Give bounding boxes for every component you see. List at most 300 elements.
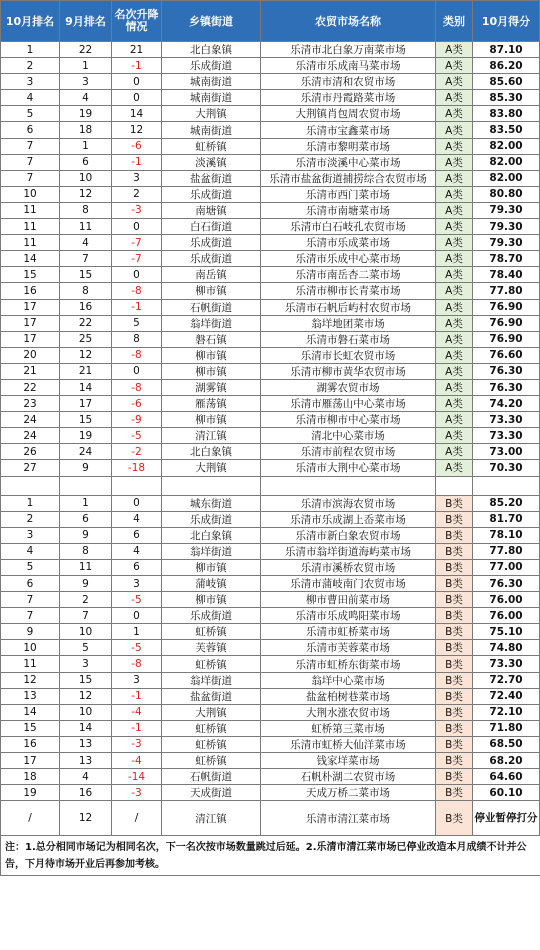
rank-change-cell: -8 bbox=[112, 347, 162, 363]
market-name-cell: 乐清市虹桥东街菜市场 bbox=[261, 656, 436, 672]
town-cell: 柳市镇 bbox=[162, 347, 261, 363]
rank-change-cell: -7 bbox=[112, 235, 162, 251]
header-town: 乡镇街道 bbox=[162, 1, 261, 42]
oct-rank-cell: 16 bbox=[1, 736, 60, 752]
market-name-cell: 大荆镇肖包周农贸市场 bbox=[261, 106, 436, 122]
rank-change-cell: 0 bbox=[112, 608, 162, 624]
class-cell: A类 bbox=[436, 122, 473, 138]
oct-rank-cell: 17 bbox=[1, 753, 60, 769]
oct-rank-cell: 15 bbox=[1, 720, 60, 736]
table-row bbox=[1, 138, 540, 154]
rank-change-cell: / bbox=[112, 801, 162, 836]
blank-cell bbox=[162, 476, 261, 495]
header-rank-change: 名次升降情况 bbox=[112, 1, 162, 42]
market-name-cell: 乐清市乐成湖上岙菜市场 bbox=[261, 511, 436, 527]
rank-change-cell: 0 bbox=[112, 74, 162, 90]
class-cell: B类 bbox=[436, 576, 473, 592]
score-cell: 76.90 bbox=[473, 315, 540, 331]
score-cell: 79.30 bbox=[473, 235, 540, 251]
header-row bbox=[1, 1, 540, 42]
section-gap bbox=[1, 476, 540, 495]
market-name-cell: 清北中心菜市场 bbox=[261, 428, 436, 444]
blank-cell bbox=[60, 476, 112, 495]
table-row bbox=[1, 186, 540, 202]
town-cell: 翁垟街道 bbox=[162, 672, 261, 688]
oct-rank-cell: 21 bbox=[1, 363, 60, 379]
score-cell: 76.00 bbox=[473, 608, 540, 624]
score-cell: 72.40 bbox=[473, 688, 540, 704]
oct-rank-cell: 4 bbox=[1, 90, 60, 106]
table-row bbox=[1, 363, 540, 379]
sep-rank-cell: 1 bbox=[60, 138, 112, 154]
oct-rank-cell: 7 bbox=[1, 592, 60, 608]
market-name-cell: 乐清市乐成南马菜市场 bbox=[261, 58, 436, 74]
rank-change-cell: -5 bbox=[112, 592, 162, 608]
market-name-cell: 盐盆柏树巷菜市场 bbox=[261, 688, 436, 704]
town-cell: 北白象镇 bbox=[162, 444, 261, 460]
town-cell: 柳市镇 bbox=[162, 592, 261, 608]
town-cell: 城南街道 bbox=[162, 90, 261, 106]
town-cell: 乐成街道 bbox=[162, 58, 261, 74]
oct-rank-cell: 7 bbox=[1, 154, 60, 170]
oct-rank-cell: 11 bbox=[1, 202, 60, 218]
score-cell: 73.30 bbox=[473, 428, 540, 444]
rank-change-cell: 6 bbox=[112, 559, 162, 575]
oct-rank-cell: 27 bbox=[1, 460, 60, 476]
score-cell: 85.60 bbox=[473, 74, 540, 90]
oct-rank-cell: 17 bbox=[1, 299, 60, 315]
score-cell: 68.20 bbox=[473, 753, 540, 769]
class-cell: A类 bbox=[436, 396, 473, 412]
oct-rank-cell: 6 bbox=[1, 576, 60, 592]
town-cell: 柳市镇 bbox=[162, 283, 261, 299]
class-a-rows bbox=[1, 42, 540, 477]
class-cell: A类 bbox=[436, 58, 473, 74]
table-row bbox=[1, 769, 540, 785]
table-row bbox=[1, 202, 540, 218]
table-row bbox=[1, 559, 540, 575]
table-row bbox=[1, 753, 540, 769]
class-cell: A类 bbox=[436, 106, 473, 122]
town-cell: 乐成街道 bbox=[162, 251, 261, 267]
town-cell: 清江镇 bbox=[162, 428, 261, 444]
table-row bbox=[1, 624, 540, 640]
oct-rank-cell: 7 bbox=[1, 170, 60, 186]
town-cell: 大荆镇 bbox=[162, 106, 261, 122]
score-cell: 72.10 bbox=[473, 704, 540, 720]
market-name-cell: 柳市曹田前菜市场 bbox=[261, 592, 436, 608]
town-cell: 柳市镇 bbox=[162, 559, 261, 575]
score-cell: 85.20 bbox=[473, 495, 540, 511]
class-cell: B类 bbox=[436, 769, 473, 785]
rank-change-cell: -1 bbox=[112, 154, 162, 170]
sep-rank-cell: 12 bbox=[60, 801, 112, 836]
town-cell: 柳市镇 bbox=[162, 363, 261, 379]
town-cell: 柳市镇 bbox=[162, 412, 261, 428]
score-cell: 85.30 bbox=[473, 90, 540, 106]
market-name-cell: 乐清市丹霞路菜市场 bbox=[261, 90, 436, 106]
rank-change-cell: -8 bbox=[112, 379, 162, 395]
market-name-cell: 乐清市黎明菜市场 bbox=[261, 138, 436, 154]
sep-rank-cell: 19 bbox=[60, 428, 112, 444]
sep-rank-cell: 17 bbox=[60, 396, 112, 412]
town-cell: 芙蓉镇 bbox=[162, 640, 261, 656]
town-cell: 南岳镇 bbox=[162, 267, 261, 283]
market-name-cell: 乐清市新白象农贸市场 bbox=[261, 527, 436, 543]
score-cell: 64.60 bbox=[473, 769, 540, 785]
oct-rank-cell: 5 bbox=[1, 559, 60, 575]
class-cell: A类 bbox=[436, 90, 473, 106]
class-cell: A类 bbox=[436, 428, 473, 444]
score-cell: 79.30 bbox=[473, 219, 540, 235]
oct-rank-cell: 9 bbox=[1, 624, 60, 640]
score-cell: 71.80 bbox=[473, 720, 540, 736]
table-row bbox=[1, 42, 540, 58]
market-name-cell: 大荆水涨农贸市场 bbox=[261, 704, 436, 720]
town-cell: 乐成街道 bbox=[162, 608, 261, 624]
score-cell: 76.00 bbox=[473, 592, 540, 608]
class-cell: A类 bbox=[436, 347, 473, 363]
table-row bbox=[1, 511, 540, 527]
rank-change-cell: -8 bbox=[112, 283, 162, 299]
table-row bbox=[1, 736, 540, 752]
market-name-cell: 湖雾农贸市场 bbox=[261, 379, 436, 395]
sep-rank-cell: 19 bbox=[60, 106, 112, 122]
market-name-cell: 乐清市翁垟街道海屿菜市场 bbox=[261, 543, 436, 559]
score-cell: 72.70 bbox=[473, 672, 540, 688]
town-cell: 大荆镇 bbox=[162, 460, 261, 476]
market-name-cell: 乐清市滨海农贸市场 bbox=[261, 495, 436, 511]
class-cell: B类 bbox=[436, 543, 473, 559]
score-cell: 78.70 bbox=[473, 251, 540, 267]
rank-change-cell: -5 bbox=[112, 640, 162, 656]
oct-rank-cell: 2 bbox=[1, 511, 60, 527]
town-cell: 乐成街道 bbox=[162, 511, 261, 527]
score-cell: 87.10 bbox=[473, 42, 540, 58]
table-row bbox=[1, 315, 540, 331]
header-class: 类别 bbox=[436, 1, 473, 42]
class-cell: B类 bbox=[436, 495, 473, 511]
market-name-cell: 乐清市石帆后屿村农贸市场 bbox=[261, 299, 436, 315]
market-name-cell: 乐清市清和农贸市场 bbox=[261, 74, 436, 90]
town-cell: 城东街道 bbox=[162, 495, 261, 511]
oct-rank-cell: 17 bbox=[1, 331, 60, 347]
market-name-cell: 乐清市乐成中心菜市场 bbox=[261, 251, 436, 267]
rank-change-cell: -4 bbox=[112, 753, 162, 769]
table-row bbox=[1, 688, 540, 704]
market-name-cell: 虹桥第三菜市场 bbox=[261, 720, 436, 736]
oct-rank-cell: 11 bbox=[1, 219, 60, 235]
rank-change-cell: 5 bbox=[112, 315, 162, 331]
header-oct-rank: 10月排名 bbox=[1, 1, 60, 42]
oct-rank-cell: 18 bbox=[1, 769, 60, 785]
table-row bbox=[1, 154, 540, 170]
town-cell: 北白象镇 bbox=[162, 42, 261, 58]
market-name-cell: 乐清市清江菜市场 bbox=[261, 801, 436, 836]
score-cell: 77.80 bbox=[473, 543, 540, 559]
oct-rank-cell: 20 bbox=[1, 347, 60, 363]
town-cell: 北白象镇 bbox=[162, 527, 261, 543]
sep-rank-cell: 5 bbox=[60, 640, 112, 656]
score-cell: 82.00 bbox=[473, 138, 540, 154]
sep-rank-cell: 2 bbox=[60, 592, 112, 608]
class-cell: A类 bbox=[436, 251, 473, 267]
rank-change-cell: -2 bbox=[112, 444, 162, 460]
market-name-cell: 乐清市柳市中心菜市场 bbox=[261, 412, 436, 428]
oct-rank-cell: 17 bbox=[1, 315, 60, 331]
rank-change-cell: -1 bbox=[112, 720, 162, 736]
sep-rank-cell: 18 bbox=[60, 122, 112, 138]
class-cell: B类 bbox=[436, 801, 473, 836]
table-row bbox=[1, 543, 540, 559]
sep-rank-cell: 8 bbox=[60, 202, 112, 218]
sep-rank-cell: 22 bbox=[60, 315, 112, 331]
oct-rank-cell: 4 bbox=[1, 543, 60, 559]
score-cell: 78.40 bbox=[473, 267, 540, 283]
header-market-name: 农贸市场名称 bbox=[261, 1, 436, 42]
rank-change-cell: -7 bbox=[112, 251, 162, 267]
table-row bbox=[1, 283, 540, 299]
footnote: 注：1.总分相同市场记为相同名次，下一名次按市场数量跳过后延。2.乐清市清江菜市场已停业改造本月成绩不计并公告，下月待市场开业后再参加考核。 bbox=[0, 836, 540, 876]
oct-rank-cell: 1 bbox=[1, 42, 60, 58]
oct-rank-cell: 16 bbox=[1, 283, 60, 299]
blank-cell bbox=[436, 476, 473, 495]
oct-rank-cell: 24 bbox=[1, 428, 60, 444]
class-cell: B类 bbox=[436, 592, 473, 608]
class-b-rows bbox=[1, 495, 540, 801]
table-row bbox=[1, 379, 540, 395]
table-row bbox=[1, 444, 540, 460]
class-cell: A类 bbox=[436, 363, 473, 379]
class-cell: B类 bbox=[436, 785, 473, 801]
town-cell: 翁垟街道 bbox=[162, 315, 261, 331]
market-name-cell: 乐清市北白象万南菜市场 bbox=[261, 42, 436, 58]
sep-rank-cell: 7 bbox=[60, 608, 112, 624]
town-cell: 雁荡镇 bbox=[162, 396, 261, 412]
score-cell: 73.30 bbox=[473, 656, 540, 672]
town-cell: 盐盆街道 bbox=[162, 170, 261, 186]
header-oct-score: 10月得分 bbox=[473, 1, 540, 42]
table-row bbox=[1, 704, 540, 720]
table-row bbox=[1, 122, 540, 138]
town-cell: 磐石镇 bbox=[162, 331, 261, 347]
table-row bbox=[1, 235, 540, 251]
score-cell: 76.30 bbox=[473, 379, 540, 395]
rank-change-cell: -1 bbox=[112, 58, 162, 74]
sep-rank-cell: 3 bbox=[60, 656, 112, 672]
rank-change-cell: 0 bbox=[112, 267, 162, 283]
table-row bbox=[1, 592, 540, 608]
sep-rank-cell: 1 bbox=[60, 58, 112, 74]
score-cell: 76.90 bbox=[473, 299, 540, 315]
oct-rank-cell: 3 bbox=[1, 527, 60, 543]
table-row bbox=[1, 299, 540, 315]
suspended-market-row bbox=[1, 801, 540, 836]
oct-rank-cell: 5 bbox=[1, 106, 60, 122]
score-cell: 60.10 bbox=[473, 785, 540, 801]
market-name-cell: 乐清市西门菜市场 bbox=[261, 186, 436, 202]
sep-rank-cell: 11 bbox=[60, 559, 112, 575]
class-cell: A类 bbox=[436, 219, 473, 235]
rank-change-cell: -4 bbox=[112, 704, 162, 720]
table-row bbox=[1, 251, 540, 267]
rank-change-cell: 4 bbox=[112, 511, 162, 527]
town-cell: 虹桥镇 bbox=[162, 753, 261, 769]
rank-change-cell: -1 bbox=[112, 688, 162, 704]
class-cell: B类 bbox=[436, 753, 473, 769]
rank-change-cell: -9 bbox=[112, 412, 162, 428]
town-cell: 淡溪镇 bbox=[162, 154, 261, 170]
oct-rank-cell: 14 bbox=[1, 704, 60, 720]
town-cell: 石帆街道 bbox=[162, 769, 261, 785]
town-cell: 翁垟街道 bbox=[162, 543, 261, 559]
score-cell: 79.30 bbox=[473, 202, 540, 218]
table-row bbox=[1, 428, 540, 444]
sep-rank-cell: 9 bbox=[60, 576, 112, 592]
rank-change-cell: -3 bbox=[112, 785, 162, 801]
town-cell: 蒲岐镇 bbox=[162, 576, 261, 592]
table-row bbox=[1, 58, 540, 74]
sep-rank-cell: 12 bbox=[60, 347, 112, 363]
sep-rank-cell: 12 bbox=[60, 186, 112, 202]
blank-cell bbox=[1, 476, 60, 495]
class-cell: A类 bbox=[436, 315, 473, 331]
class-cell: A类 bbox=[436, 186, 473, 202]
market-name-cell: 乐清市柳市长青菜市场 bbox=[261, 283, 436, 299]
sep-rank-cell: 6 bbox=[60, 154, 112, 170]
score-cell: 80.80 bbox=[473, 186, 540, 202]
rank-change-cell: 3 bbox=[112, 170, 162, 186]
sep-rank-cell: 10 bbox=[60, 624, 112, 640]
class-cell: A类 bbox=[436, 235, 473, 251]
score-cell: 77.80 bbox=[473, 283, 540, 299]
class-cell: B类 bbox=[436, 688, 473, 704]
market-name-cell: 乐清市南岳杏二菜市场 bbox=[261, 267, 436, 283]
market-name-cell: 乐清市前程农贸市场 bbox=[261, 444, 436, 460]
market-name-cell: 乐清市白石岐孔农贸市场 bbox=[261, 219, 436, 235]
oct-rank-cell: 7 bbox=[1, 138, 60, 154]
rank-change-cell: -3 bbox=[112, 736, 162, 752]
sep-rank-cell: 10 bbox=[60, 704, 112, 720]
oct-rank-cell: / bbox=[1, 801, 60, 836]
sep-rank-cell: 14 bbox=[60, 720, 112, 736]
market-name-cell: 钱家垟菜市场 bbox=[261, 753, 436, 769]
rank-change-cell: 4 bbox=[112, 543, 162, 559]
sep-rank-cell: 15 bbox=[60, 267, 112, 283]
sep-rank-cell: 9 bbox=[60, 527, 112, 543]
class-cell: B类 bbox=[436, 736, 473, 752]
score-cell: 75.10 bbox=[473, 624, 540, 640]
class-cell: B类 bbox=[436, 640, 473, 656]
sep-rank-cell: 12 bbox=[60, 688, 112, 704]
oct-rank-cell: 2 bbox=[1, 58, 60, 74]
rank-change-cell: 8 bbox=[112, 331, 162, 347]
rank-change-cell: 6 bbox=[112, 527, 162, 543]
sep-rank-cell: 13 bbox=[60, 736, 112, 752]
table-row bbox=[1, 412, 540, 428]
oct-rank-cell: 19 bbox=[1, 785, 60, 801]
score-cell: 74.80 bbox=[473, 640, 540, 656]
market-name-cell: 乐清市宝鑫菜市场 bbox=[261, 122, 436, 138]
market-name-cell: 乐清市虹桥菜市场 bbox=[261, 624, 436, 640]
sep-rank-cell: 16 bbox=[60, 785, 112, 801]
town-cell: 虹桥镇 bbox=[162, 720, 261, 736]
table-row bbox=[1, 219, 540, 235]
score-cell: 73.30 bbox=[473, 412, 540, 428]
class-cell: B类 bbox=[436, 608, 473, 624]
town-cell: 城南街道 bbox=[162, 74, 261, 90]
oct-rank-cell: 6 bbox=[1, 122, 60, 138]
blank-cell bbox=[261, 476, 436, 495]
sep-rank-cell: 3 bbox=[60, 74, 112, 90]
oct-rank-cell: 26 bbox=[1, 444, 60, 460]
score-cell: 76.30 bbox=[473, 363, 540, 379]
oct-rank-cell: 11 bbox=[1, 656, 60, 672]
town-cell: 虹桥镇 bbox=[162, 736, 261, 752]
class-cell: A类 bbox=[436, 283, 473, 299]
town-cell: 乐成街道 bbox=[162, 235, 261, 251]
table-row bbox=[1, 527, 540, 543]
class-cell: B类 bbox=[436, 720, 473, 736]
market-name-cell: 天成万桥二菜市场 bbox=[261, 785, 436, 801]
rank-change-cell: -8 bbox=[112, 656, 162, 672]
class-cell: B类 bbox=[436, 559, 473, 575]
score-cell: 86.20 bbox=[473, 58, 540, 74]
score-cell: 73.00 bbox=[473, 444, 540, 460]
town-cell: 虹桥镇 bbox=[162, 656, 261, 672]
score-cell: 停业暂停打分 bbox=[473, 801, 540, 836]
rank-change-cell: 0 bbox=[112, 219, 162, 235]
class-cell: A类 bbox=[436, 299, 473, 315]
sep-rank-cell: 15 bbox=[60, 412, 112, 428]
market-name-cell: 乐清市磐石菜市场 bbox=[261, 331, 436, 347]
table-row bbox=[1, 720, 540, 736]
table-row bbox=[1, 608, 540, 624]
sep-rank-cell: 22 bbox=[60, 42, 112, 58]
score-cell: 83.50 bbox=[473, 122, 540, 138]
class-cell: B类 bbox=[436, 511, 473, 527]
rank-change-cell: 0 bbox=[112, 495, 162, 511]
market-name-cell: 乐清市芙蓉菜市场 bbox=[261, 640, 436, 656]
score-cell: 76.90 bbox=[473, 331, 540, 347]
table-row bbox=[1, 495, 540, 511]
class-cell: A类 bbox=[436, 42, 473, 58]
town-cell: 城南街道 bbox=[162, 122, 261, 138]
score-cell: 68.50 bbox=[473, 736, 540, 752]
sep-rank-cell: 1 bbox=[60, 495, 112, 511]
market-name-cell: 乐清市乐成鸣阳菜市场 bbox=[261, 608, 436, 624]
score-cell: 74.20 bbox=[473, 396, 540, 412]
sep-rank-cell: 7 bbox=[60, 251, 112, 267]
market-name-cell: 乐清市南塘菜市场 bbox=[261, 202, 436, 218]
class-cell: A类 bbox=[436, 154, 473, 170]
class-cell: B类 bbox=[436, 527, 473, 543]
rank-change-cell: 21 bbox=[112, 42, 162, 58]
rank-change-cell: -5 bbox=[112, 428, 162, 444]
sep-rank-cell: 14 bbox=[60, 379, 112, 395]
oct-rank-cell: 7 bbox=[1, 608, 60, 624]
table-row bbox=[1, 331, 540, 347]
town-cell: 虹桥镇 bbox=[162, 138, 261, 154]
score-cell: 70.30 bbox=[473, 460, 540, 476]
market-name-cell: 翁垟地团菜市场 bbox=[261, 315, 436, 331]
rank-change-cell: 2 bbox=[112, 186, 162, 202]
sep-rank-cell: 6 bbox=[60, 511, 112, 527]
class-cell: A类 bbox=[436, 412, 473, 428]
oct-rank-cell: 23 bbox=[1, 396, 60, 412]
town-cell: 南塘镇 bbox=[162, 202, 261, 218]
class-cell: A类 bbox=[436, 202, 473, 218]
